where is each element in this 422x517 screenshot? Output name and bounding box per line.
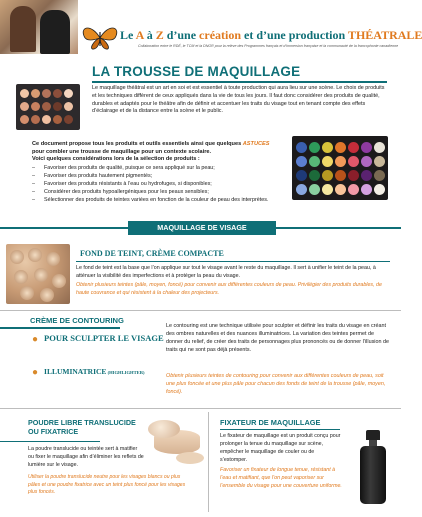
fond-text: Le fond de teint est la base que l’on applique sur tout le visage avant le reste du maquillage. Il sert à unifier le teint de la peau, à atténuer la visibilité des imperfections et à protéger la peau du visage. — [76, 265, 376, 279]
fond-tip: Obtenir plusieurs teintes (pâle, moyen, foncé) pour convenir aux différentes couleurs de peau. Privilégier des produits durables, de haute couvrance et qui résistent à la chaleur des projecteurs. — [76, 282, 382, 296]
makeup-palette-photo — [16, 84, 80, 130]
page-title: LA TROUSSE DE MAQUILLAGE — [92, 64, 301, 79]
fond-heading: FOND DE TEINT, CRÈME COMPACTE — [80, 249, 224, 258]
poudre-tip: Utiliser la poudre translucide neutre pour les visages blancs ou plus pâles et une poudre fixatrice avec un teint plus foncé pour les visages plus foncés. — [28, 474, 186, 496]
butterfly-icon — [80, 24, 120, 52]
list-item: – Favoriser des produits hautement pigmentés; — [32, 172, 282, 180]
creme-tip: Obtenir plusieurs teintes de contouring pour convenir aux différentes couleurs de peau, soit une plus foncée et une plus pâle pour chacun des fonds de teint de la trousse (pâle, moyen, foncé). — [166, 373, 386, 396]
poudre-heading: POUDRE LIBRE TRANSLUCIDE OU FIXATRICE — [28, 418, 136, 437]
astuces-highlight: ASTUCES — [242, 141, 270, 147]
creme-heading: CRÈME DE CONTOURING — [30, 316, 124, 325]
list-item: – Favoriser des produits de qualité, puisque ce sera appliqué sur la peau; — [32, 164, 282, 172]
fond-divider — [76, 261, 390, 262]
powder-puff-photo — [176, 452, 204, 464]
list-item: – Sélectionner des produits de teintes variées en fonction de la couleur de peau des interprètes. — [32, 196, 282, 204]
bullet-highlighter: ● ILLUMINATRICE (HIGHLIGHTER) — [32, 367, 145, 378]
kit-description: Ce document propose tous les produits et outils essentiels ainsi que quelques ASTUCES pour combler une trousse de maquillage pour un contexte scolaire. — [32, 141, 270, 155]
title-divider — [92, 81, 387, 83]
section-banner-label: MAQUILLAGE DE VISAGE — [128, 221, 276, 235]
makeup-artist-photo — [0, 0, 78, 54]
setting-spray-bottle-photo — [356, 430, 390, 506]
makeup-brushes-photo — [6, 244, 70, 304]
fixateur-text: Le fixateur de maquillage est un produit conçu pour prolonger la tenue du maquillage sur scène, empêcher le maquillage de couler ou de s’estomper. — [220, 433, 341, 463]
creme-divider — [0, 327, 120, 329]
page-header — [0, 0, 422, 54]
considerations-title: Voici quelques considérations lors de la sélection de produits : — [32, 156, 200, 162]
poudre-divider — [0, 441, 100, 442]
section-separator — [0, 310, 401, 311]
list-item: – Considérer des produits hypoallergéniques pour les peaux sensibles; — [32, 188, 282, 196]
considerations-list — [32, 164, 282, 205]
fixateur-tip: Favoriser un fixateur de longue tenue, résistant à l’eau et matifiant, que l’on peut vaporiser sur l’ensemble du visage pour une couverture uniforme. — [220, 467, 342, 489]
fixateur-heading: FIXATEUR DE MAQUILLAGE — [220, 418, 321, 427]
section-banner — [0, 221, 401, 235]
eyeshadow-palette-photo — [292, 136, 388, 200]
column-divider — [208, 412, 209, 512]
fixateur-divider — [220, 429, 340, 430]
list-item: – Favoriser des produits résistants à l’eau ou hydrofuges, si disponibles; — [32, 180, 282, 188]
intro-paragraph: Le maquillage théâtral est un art en soi et est essentiel à toute production qui aura lieu sur une scène. Le choix de produits et les techniques diffèrent de ceux appliqués dans la vie de tous les jours. Il faut donc considérer des produits de qualité, durables et adaptés pour le théâtre afin de définir et accentuer les traits du visage tout en tenant compte des effets d’éclairage et de la distance entre la scène et le public. — [92, 85, 385, 115]
section-separator — [0, 408, 401, 409]
creme-text: Le contouring est une technique utilisée pour sculpter et définir les traits du visage en créant des ombres naturelles et des nuances illuminatrices. La variation des teintes permet de donner du relief, de créer des traits de personnages plus prononcés ou de donner l’illusion de traits qui ne sont pas déjà présents. — [166, 323, 389, 354]
program-title: Le A à Z d’une création et d’une production THÉATRALE — [120, 28, 422, 42]
program-subtitle: Collaboration entre le RDÉ, le TCM et la DNGR pour la relève des Programmes français et d’immersion française et la communauté de la francophonie canadienne — [138, 44, 399, 48]
poudre-text: La poudre translucide ou teintée sert à matifier ou fixer le maquillage afin d’éliminer les reflets de lumière sur le visage. — [28, 446, 144, 468]
bullet-sculpt: ● POUR SCULPTER LE VISAGE — [32, 333, 164, 345]
